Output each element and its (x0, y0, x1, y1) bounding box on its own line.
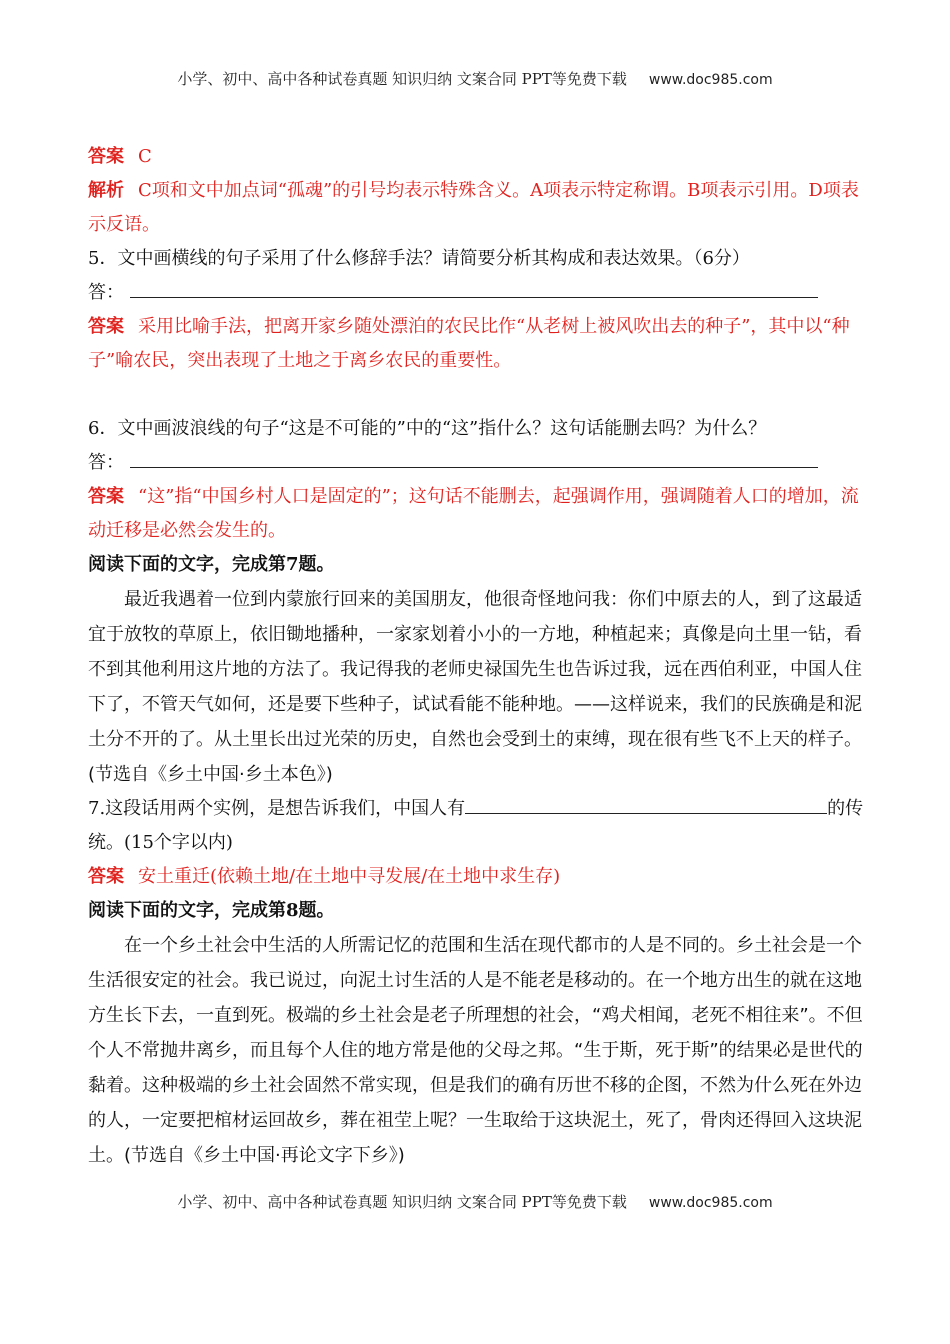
q7-answer (88, 860, 866, 894)
q5-question: 5．文中画横线的句子采用了什么修辞手法？请简要分析其构成和表达效果。（6分） (88, 248, 750, 269)
answer-blank-line[interactable] (130, 447, 818, 468)
answer-text: C (138, 146, 152, 167)
header-url[interactable]: www.doc985.com (648, 72, 773, 88)
fill-blank-line[interactable] (465, 793, 827, 814)
answer-label: 答案 (88, 866, 124, 887)
answer-label: 答案 (88, 486, 124, 507)
answer-text: 采用比喻手法，把离开家乡随处漂泊的农民比作“从老树上被风吹出去的种子”，其中以“种子”喻农民，突出表现了土地之于离乡农民的重要性。 (88, 316, 850, 371)
q6-question: 6．文中画波浪线的句子“这是不可能的”中的“这”指什么？这句话能删去吗？为什么？ (88, 418, 767, 439)
q7-passage: 最近我遇着一位到内蒙旅行回来的美国朋友，他很奇怪地问我：你们中原去的人，到了这最适宜于放牧的草原上，依旧锄地播种，一家家划着小小的一方地，种植起来；真像是向土里一钻，看不到其他利用这片地的方法了。我记得我的老师史禄国先生也告诉过我，远在西伯利亚，中国人住下了，不管天气如何，还是要下些种子，试试看能不能种地。——这样说来，我们的民族确是和泥土分不开的了。从土里长出过光荣的历史，自然也会受到土的束缚，现在很有些飞不上天的样子。(节选自《乡土中国·乡土本色》) (88, 589, 862, 785)
q7-instruction: 阅读下面的文字，完成第7题。 (88, 554, 335, 575)
document-body (88, 140, 866, 1173)
footer-text: 小学、初中、高中各种试卷真题 知识归纳 文案合同 PPT等免费下载 (177, 1193, 627, 1211)
answer-label: 答案 (88, 316, 124, 337)
q4-answer (88, 140, 866, 174)
q5-answer (88, 310, 866, 378)
q6-answer-field (88, 446, 866, 480)
page-footer (0, 1191, 950, 1212)
footer-url[interactable]: www.doc985.com (648, 1195, 773, 1211)
q5-answer-field (88, 276, 866, 310)
answer-text: “这”指“中国乡村人口是固定的”；这句话不能删去，起强调作用，强调随着人口的增加，流动迁移是必然会发生的。 (88, 486, 859, 541)
analysis-label: 解析 (88, 180, 124, 201)
question-text-b: 的传统。(15个字以内) (88, 798, 864, 853)
answer-text: 安土重迁(依赖土地/在土地中寻发展/在土地中求生存) (138, 866, 561, 887)
q7-question (88, 792, 866, 860)
question-text-a: 7.这段话用两个实例，是想告诉我们，中国人有 (88, 798, 466, 819)
q8-passage: 在一个乡土社会中生活的人所需记忆的范围和生活在现代都市的人是不同的。乡土社会是一个生活很安定的社会。我已说过，向泥土讨生活的人是不能老是移动的。在一个地方出生的就在这地方生长下去，一直到死。极端的乡土社会是老子所理想的社会，“鸡犬相闻，老死不相往来”。不但个人不常抛井离乡，而且每个人住的地方常是他的父母之邦。“生于斯，死于斯”的结果必是世代的黏着。这种极端的乡土社会固然不常实现，但是我们的确有历世不移的企图，不然为什么死在外边的人，一定要把棺材运回故乡，葬在祖茔上呢？一生取给于这块泥土，死了，骨肉还得回入这块泥土。(节选自《乡土中国·再论文字下乡》) (88, 935, 863, 1166)
header-text: 小学、初中、高中各种试卷真题 知识归纳 文案合同 PPT等免费下载 (177, 70, 627, 88)
answer-prompt: 答： (88, 452, 124, 473)
page-header (0, 68, 950, 89)
analysis-text: C项和文中加点词“孤魂”的引号均表示特殊含义。A项表示特定称谓。B项表示引用。D项表示反语。 (88, 180, 859, 235)
answer-label: 答案 (88, 146, 124, 167)
answer-prompt: 答： (88, 282, 124, 303)
q8-instruction: 阅读下面的文字，完成第8题。 (88, 900, 335, 921)
spacer (88, 378, 866, 412)
q6-answer (88, 480, 866, 548)
answer-blank-line[interactable] (130, 277, 818, 298)
q4-analysis (88, 174, 866, 242)
